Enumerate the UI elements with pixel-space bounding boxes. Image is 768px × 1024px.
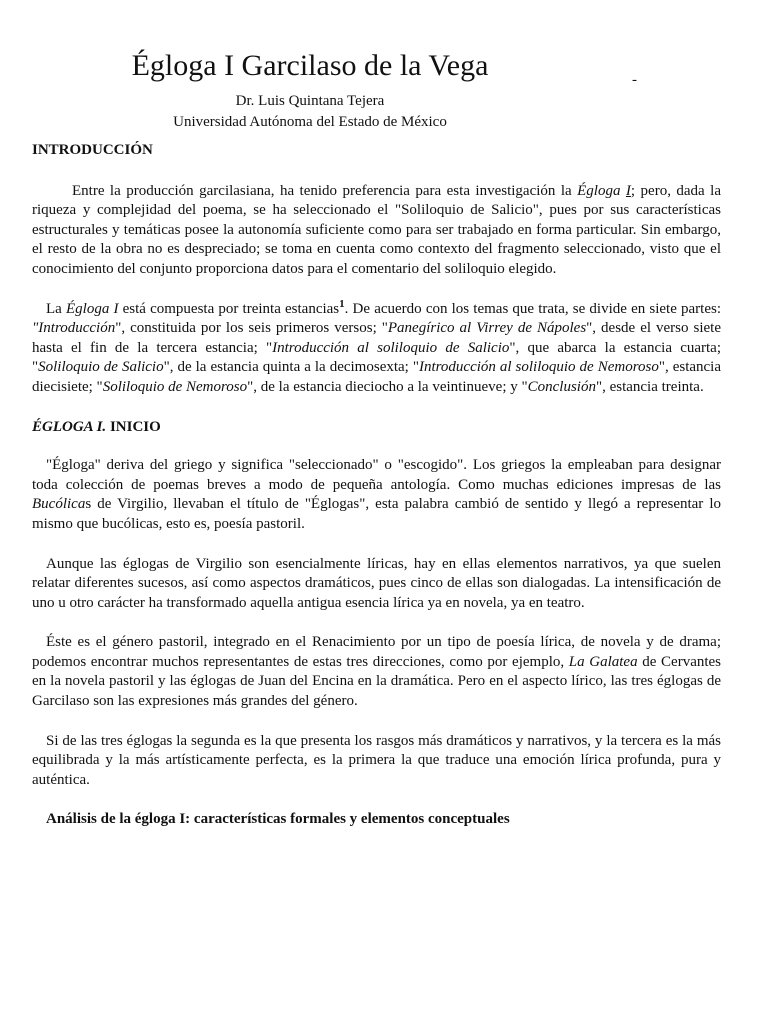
p2-italic-panegirico: Panegírico al Virrey de Nápoles (387, 320, 587, 337)
p1-text-a: Entre la producción garcilasiana, ha tenido preferencia para esta investigación la (72, 182, 578, 199)
p3-italic-bucolica: Bucólica (32, 496, 86, 513)
author-name: Dr. Luis Quintana Tejera (235, 93, 385, 109)
egloga-heading-italic: ÉGLOGA I. (32, 418, 107, 435)
intro-heading: INTRODUCCIÓN (32, 142, 153, 158)
p2-text-d: . De acuerdo con los temas que trata, se divide en siete partes: (344, 300, 722, 317)
p2-italic-title: Égloga I (65, 300, 119, 317)
p2-text-n: ", estancia diecisiete; " (32, 359, 721, 395)
egloga-heading-rest: INICIO (106, 418, 161, 435)
p2-italic-intro-salicio: Introducción al soliloquio de Salicio (272, 339, 510, 356)
p2-text-l: ", de la estancia quinta a la decimosexta; " (163, 359, 419, 376)
paragraph-3 (32, 456, 721, 534)
egloga-heading (32, 418, 721, 438)
p2-text-r: ", estancia treinta. (595, 378, 704, 395)
p2-italic-conclusion: Conclusión (527, 378, 596, 395)
p1-italic-title: Égloga (577, 182, 626, 199)
paragraph-5 (32, 633, 721, 711)
analysis-heading: Análisis de la égloga I: características formales y elementos conceptuales (46, 811, 510, 828)
p1-underlined-numeral: I (625, 182, 631, 199)
p1-text-d: ; pero, dada la riqueza y complejidad del poema, se ha seleccionado el "Soliloquio de Salicio", pues por sus características estructurales y temáticas posee la autonomía suficiente como para ser trabajado en forma particular. Sin embargo, el resto de la obra no es despreciado; se toma en cuenta como contexto del fragmento seleccionado, visto que el conocimiento del conjunto proporciona datos para el comentario del soliloquio elegido. (32, 182, 721, 277)
author-affiliation: Universidad Autónoma del Estado de México (173, 114, 447, 130)
p2-italic-intro-nemoroso: Introducción al soliloquio de Nemoroso (418, 359, 659, 376)
p2-italic-soliloquio-nemoroso: Soliloquio de Nemoroso (102, 378, 248, 395)
p2-text-h: ", desde el verso siete hasta el fin de la tercera estancia; " (32, 320, 721, 356)
p5-text-c: de Cervantes en la novela pastoril y las églogas de Juan del Encina en la dramática. Pero en el aspecto lírico, las tres églogas de Garcilaso son las expresiones más grandes del género. (32, 653, 722, 710)
p2-text-a: La (46, 300, 66, 317)
document-header (0, 48, 620, 132)
p3-text-c: s de Virgilio, llevaban el título de "Églogas", esta palabra cambió de sentido y llegó a representar lo mismo que bucólicas, esto es, poesía pastoril. (32, 496, 721, 532)
p2-text-j: ", que abarca la estancia cuarta; " (32, 339, 721, 376)
paragraph-2 (32, 297, 722, 398)
p5-text-a: Éste es el género pastoril, integrado en el Renacimiento por un tipo de poesía lírica, de novela y de drama; podemos encontrar muchos representantes de estas tres direcciones, como por ejemplo, (32, 634, 721, 670)
paragraph-1 (32, 182, 721, 280)
p3-text-a: "Égloga" deriva del griego y significa "seleccionado" o "escogido". Los griegos la empleaban para designar toda colección de poemas breves a modo de pequeña antología. Como muchas ediciones impresas de las (32, 457, 721, 493)
document-title: Égloga I Garcilaso de la Vega (131, 49, 489, 82)
p2-italic-soliloquio-salicio: Soliloquio de Salicio (38, 359, 164, 376)
document-body (32, 141, 721, 830)
paragraph-6: Si de las tres églogas la segunda es la que presenta los rasgos más dramáticos y narrativos, y la tercera es la más equilibrada y la más artísticamente perfecta, es la primera la que traduce una emoción lírica profunda, pura y auténtica. (32, 732, 721, 788)
p5-italic-galatea: La Galatea (568, 653, 638, 670)
paragraph-4: Aunque las églogas de Virgilio son esencialmente líricas, hay en ellas elementos narrativos, ya que suelen relatar diferentes sucesos, así como aspectos dramáticos, pues cinco de ellas son dialogadas. La intensificación de uno u otro carácter ha transformado aquella antigua esencia lírica ya en novela, ya en teatro. (32, 555, 721, 611)
p2-text-p: ", de la estancia dieciocho a la veintinueve; y " (247, 378, 528, 395)
p2-text-c: está compuesta por treinta estancias (118, 300, 340, 317)
stray-dash: - (632, 72, 637, 88)
footnote-marker[interactable]: 1 (339, 297, 345, 310)
p2-text-f: ", constituida por los seis primeros versos; " (115, 320, 388, 337)
p2-italic-intro: "Introducción (32, 320, 116, 337)
